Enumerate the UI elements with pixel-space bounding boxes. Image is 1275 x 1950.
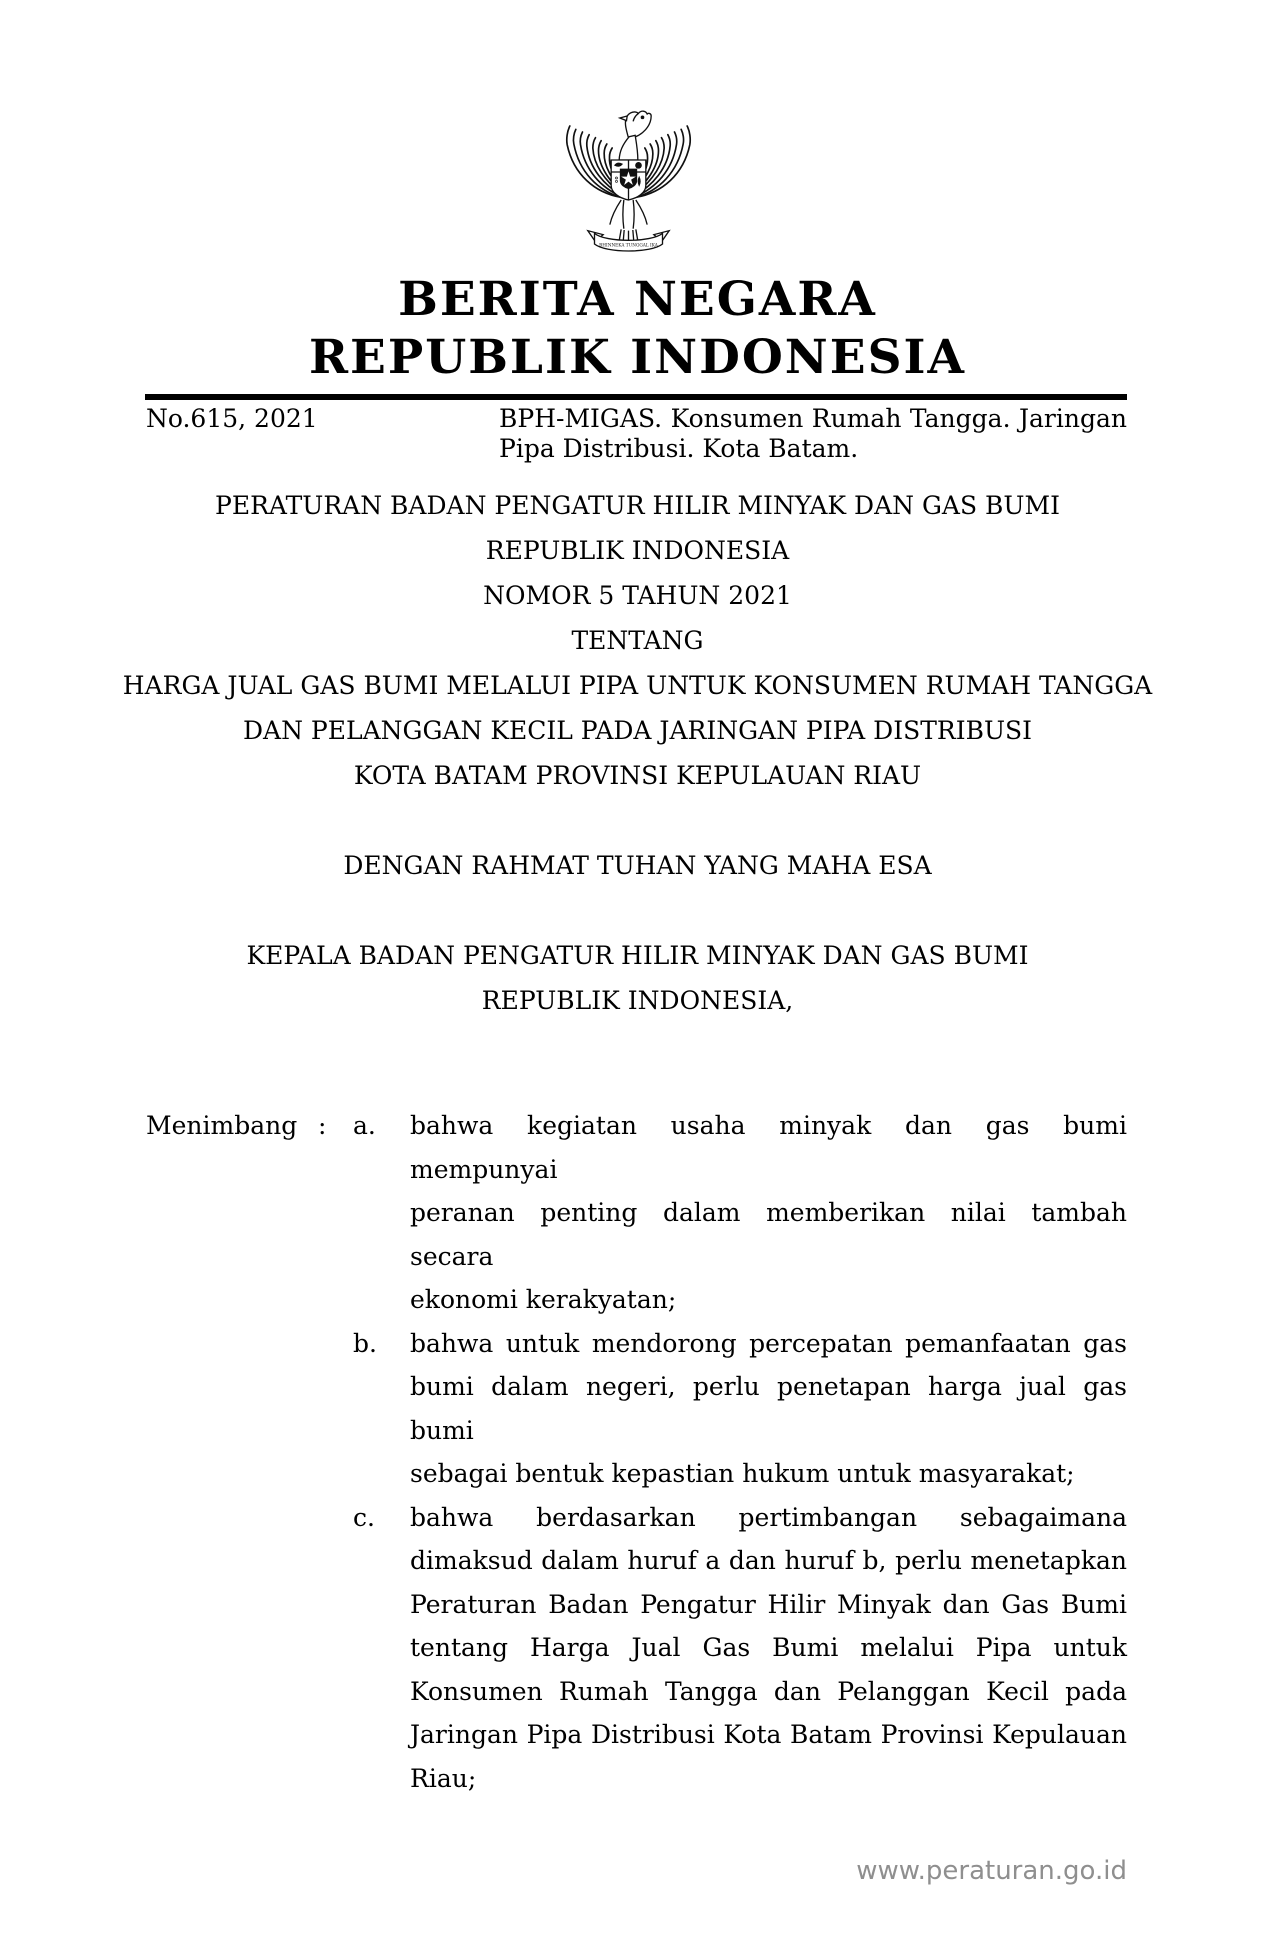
text-line: bahwa kegiatan usaha minyak dan gas bumi mempunyai <box>410 1111 1127 1184</box>
spacer <box>0 888 1275 933</box>
item-letter: c. <box>353 1502 375 1532</box>
item-text <box>410 1496 1127 1801</box>
gazette-number: No.615, 2021 <box>146 404 318 433</box>
item-letter: a. <box>353 1111 376 1140</box>
garuda-pancasila-emblem <box>555 98 702 258</box>
regulation-title-block <box>0 483 1275 1023</box>
text-line: dimaksud dalam huruf a dan huruf b, perlu menetapkan <box>410 1546 1127 1575</box>
gazette-subject <box>499 404 1127 464</box>
official-line: KEPALA BADAN PENGATUR HILIR MINYAK DAN GAS BUMI <box>246 941 1029 970</box>
masthead-rule <box>145 394 1127 400</box>
text-line: Jaringan Pipa Distribusi Kota Batam Provinsi Kepulauan <box>410 1720 1127 1749</box>
text-line: Riau; <box>410 1763 477 1793</box>
item-text <box>410 1322 1127 1496</box>
menimbang-item-b <box>353 1322 1127 1496</box>
menimbang-item-c <box>353 1496 1127 1801</box>
menimbang-item-a <box>353 1104 1127 1322</box>
text-line: ekonomi kerakyatan; <box>410 1285 677 1314</box>
item-letter: b. <box>353 1328 377 1358</box>
menimbang-items <box>353 1104 1127 1800</box>
text-line: Konsumen Rumah Tangga dan Pelanggan Kecil pada <box>410 1676 1127 1706</box>
footer-url: www.peraturan.go.id <box>856 1856 1127 1886</box>
title-line: NOMOR 5 TAHUN 2021 <box>483 581 792 610</box>
text-line: bumi dalam negeri, perlu penetapan harga jual gas bumi <box>410 1372 1127 1445</box>
gazette-header-row <box>146 404 1127 464</box>
text-line: bahwa untuk mendorong percepatan pemanfaatan gas <box>410 1328 1127 1358</box>
masthead-line-1: BERITA NEGARA <box>398 272 877 327</box>
menimbang-section <box>146 1104 1127 1800</box>
emblem-motto-text: BHINNEKA TUNGGAL IKA <box>599 243 659 249</box>
spacer <box>0 798 1275 843</box>
gazette-subject-line: Pipa Distribusi. Kota Batam. <box>499 434 859 463</box>
title-line: PERATURAN BADAN PENGATUR HILIR MINYAK DAN GAS BUMI <box>215 491 1060 520</box>
title-line: HARGA JUAL GAS BUMI MELALUI PIPA UNTUK KONSUMEN RUMAH TANGGA <box>122 671 1153 700</box>
menimbang-colon: : <box>318 1111 327 1140</box>
masthead-line-2: REPUBLIK INDONESIA <box>308 330 966 385</box>
title-line: TENTANG <box>571 626 704 655</box>
title-line: DAN PELANGGAN KECIL PADA JARINGAN PIPA DISTRIBUSI <box>242 716 1033 745</box>
text-line: Peraturan Badan Pengatur Hilir Minyak dan Gas Bumi <box>410 1589 1127 1619</box>
masthead <box>0 271 1275 387</box>
gazette-subject-line: BPH-MIGAS. Konsumen Rumah Tangga. Jaringan <box>499 404 1127 433</box>
invocation-line: DENGAN RAHMAT TUHAN YANG MAHA ESA <box>343 851 932 880</box>
text-line: bahwa berdasarkan pertimbangan sebagaimana <box>410 1502 1127 1532</box>
text-line: sebagai bentuk kepastian hukum untuk masyarakat; <box>410 1459 1075 1488</box>
item-text <box>410 1104 1127 1322</box>
official-line: REPUBLIK INDONESIA, <box>481 986 794 1015</box>
text-line: peranan penting dalam memberikan nilai tambah secara <box>410 1198 1127 1271</box>
text-line: tentang Harga Jual Gas Bumi melalui Pipa untuk <box>410 1633 1127 1662</box>
title-line: REPUBLIK INDONESIA <box>485 536 790 565</box>
menimbang-label: Menimbang <box>146 1111 298 1140</box>
garuda-emblem-icon <box>555 98 702 258</box>
title-line: KOTA BATAM PROVINSI KEPULAUAN RIAU <box>353 761 922 790</box>
